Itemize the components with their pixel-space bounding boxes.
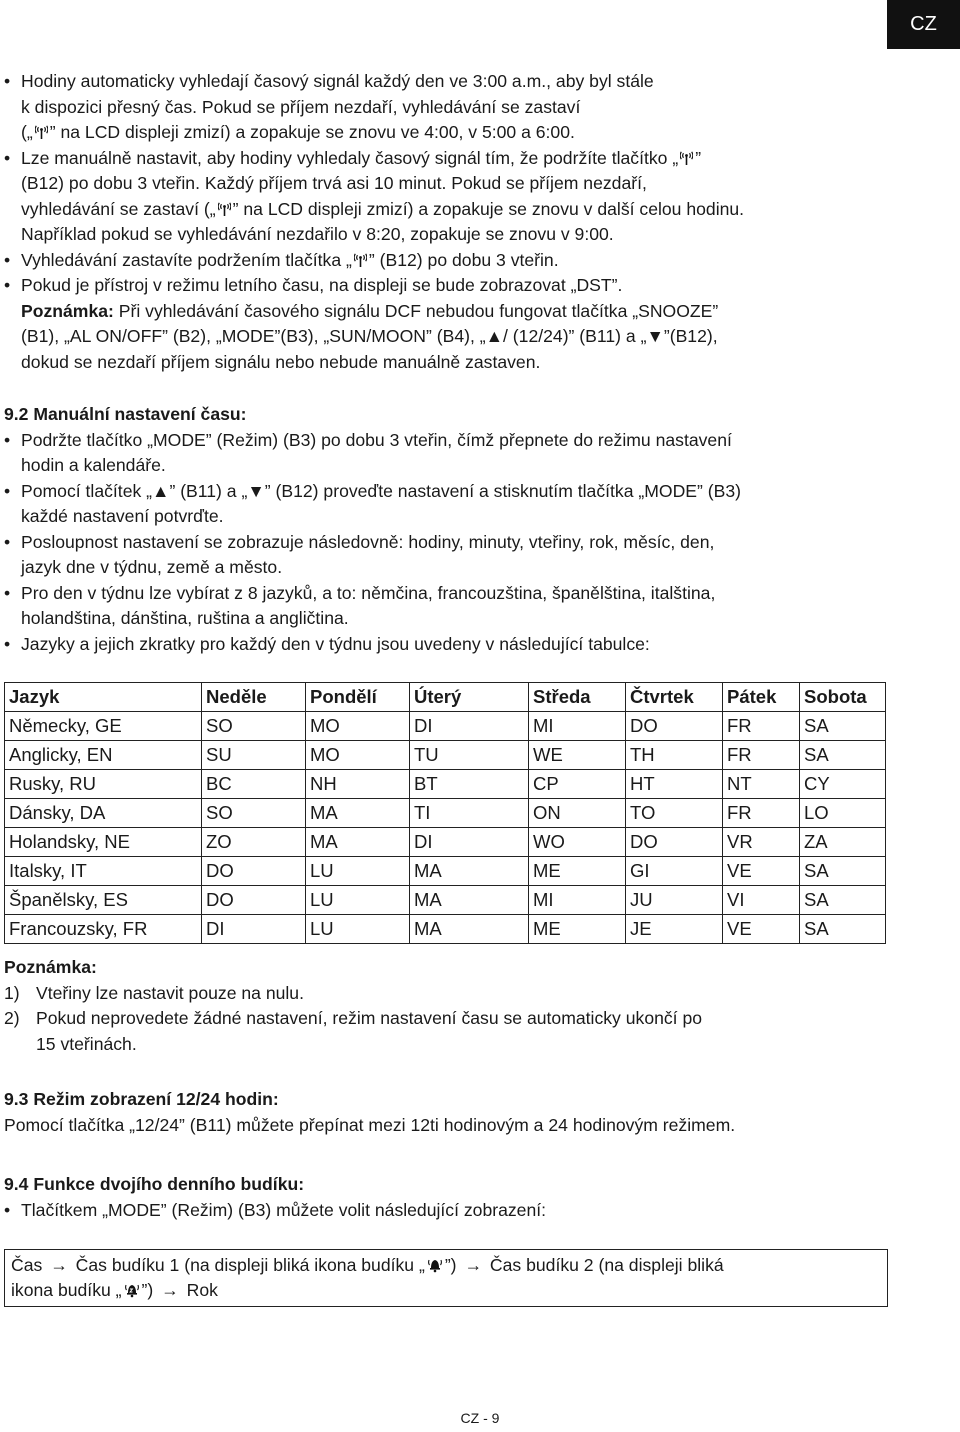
triangle-down-icon: ▼ — [646, 326, 664, 346]
table-header-cell: Sobota — [800, 683, 886, 712]
table-cell: JE — [626, 915, 723, 944]
triangle-down-icon: ▼ — [247, 480, 265, 501]
table-row — [5, 828, 886, 857]
table-cell: FR — [723, 741, 800, 770]
table-cell: NT — [723, 770, 800, 799]
list-item: • Pokud je přístroj v režimu letního času, na displeji se bude zobrazovat „DST”. — [0, 273, 960, 299]
table-header-cell: Pátek — [723, 683, 800, 712]
table-cell: ME — [529, 857, 626, 886]
antenna-icon — [218, 202, 231, 216]
antenna-icon — [35, 125, 48, 139]
language-badge: CZ — [887, 0, 960, 49]
table-cell: ON — [529, 799, 626, 828]
table-cell: ME — [529, 915, 626, 944]
table-cell: MI — [529, 712, 626, 741]
alarm-bell-icon — [124, 1281, 140, 1298]
table-cell: Anglicky, EN — [5, 741, 202, 770]
list-item: • Tlačítkem „MODE” (Režim) (B3) můžete volit následující zobrazení: — [0, 1198, 960, 1224]
antenna-icon — [354, 253, 367, 267]
antenna-icon — [680, 151, 693, 165]
section-9-3 — [0, 1087, 960, 1138]
intro-section — [0, 69, 960, 375]
table-row — [5, 799, 886, 828]
table-cell: SA — [800, 741, 886, 770]
right-arrow-icon: → — [161, 1280, 179, 1300]
table-row — [5, 712, 886, 741]
section-9-2 — [0, 402, 960, 657]
table-cell: Španělsky, ES — [5, 886, 202, 915]
list-item: • Pomocí tlačítek „▲” (B11) a „▼” (B12) proveďte nastavení a stisknutím tlačítka „MODE” (B3) každé nastavení potvrďte. — [0, 479, 960, 530]
list-item: • Posloupnost nastavení se zobrazuje následovně: hodiny, minuty, vteřiny, rok, měsíc, den, jazyk dne v týdnu, země a město. — [0, 530, 960, 581]
table-cell: SA — [800, 886, 886, 915]
table-row — [5, 886, 886, 915]
table-header-cell: Neděle — [202, 683, 306, 712]
table-cell: DI — [410, 712, 529, 741]
table-cell: MO — [306, 741, 410, 770]
table-cell: MI — [529, 886, 626, 915]
table-row — [5, 857, 886, 886]
list-item: • Vyhledávání zastavíte podržením tlačítka „ ” (B12) po dobu 3 vteřin. — [0, 248, 960, 274]
table-cell: SA — [800, 857, 886, 886]
weekday-language-table — [4, 682, 886, 944]
table-cell: Holandsky, NE — [5, 828, 202, 857]
table-cell: DO — [202, 857, 306, 886]
table-cell: GI — [626, 857, 723, 886]
table-cell: Francouzsky, FR — [5, 915, 202, 944]
table-cell: DI — [202, 915, 306, 944]
mode-sequence-box: Čas → Čas budíku 1 (na displeji bliká ikona budíku „ ”) → Čas budíku 2 (na displeji bliká ikona budíku „ ”) → Rok — [4, 1249, 888, 1307]
table-cell: MA — [410, 857, 529, 886]
table-cell: MA — [410, 915, 529, 944]
table-cell: FR — [723, 799, 800, 828]
list-item: 2) Pokud neprovedete žádné nastavení, režim nastavení času se automaticky ukončí po 15 vteřinách. — [4, 1008, 703, 1054]
table-cell: NH — [306, 770, 410, 799]
table-cell: VE — [723, 857, 800, 886]
table-header-cell: Středa — [529, 683, 626, 712]
table-cell: BT — [410, 770, 529, 799]
note-paragraph: Poznámka: Při vyhledávání časového signálu DCF nebudou fungovat tlačítka „SNOOZE” (B1), „AL ON/OFF” (B2), „MODE”(B3), „SUN/MOON” (B4), „▲/ (12/24)” (B11) a „▼”(B12), dokud se nezdaří příjem signálu nebo nebude manuálně zastaven. — [21, 300, 719, 372]
table-cell: MA — [306, 799, 410, 828]
right-arrow-icon: → — [50, 1255, 68, 1275]
list-item: • Podržte tlačítko „MODE” (Režim) (B3) po dobu 3 vteřin, čímž přepnete do režimu nastavení hodin a kalendáře. — [0, 428, 960, 479]
table-cell: Dánsky, DA — [5, 799, 202, 828]
notes-section — [0, 955, 960, 1057]
section-heading: 9.4 Funkce dvojího denního budíku: — [4, 1174, 305, 1194]
right-arrow-icon: → — [464, 1255, 483, 1275]
table-cell: BC — [202, 770, 306, 799]
section-9-4 — [0, 1172, 960, 1223]
table-cell: Německy, GE — [5, 712, 202, 741]
table-cell: DO — [202, 886, 306, 915]
page-number: CZ - 9 — [460, 1410, 500, 1426]
table-cell: TO — [626, 799, 723, 828]
table-cell: VI — [723, 886, 800, 915]
table-cell: LU — [306, 886, 410, 915]
table-cell: WO — [529, 828, 626, 857]
list-item: • Hodiny automaticky vyhledají časový signál každý den ve 3:00 a.m., aby byl stále k dispozici přesný čas. Pokud se příjem nezdaří, vyhledávání se zastaví („ ” na LCD displeji zmizí) a zopakuje se znovu ve 4:00, v 5:00 a 6:00. — [0, 69, 960, 146]
triangle-up-icon: ▲ — [485, 326, 504, 346]
table-cell: TI — [410, 799, 529, 828]
table-cell: DO — [626, 828, 723, 857]
table-header-cell: Pondělí — [306, 683, 410, 712]
table-cell: SO — [202, 712, 306, 741]
table-cell: LU — [306, 857, 410, 886]
table-cell: SA — [800, 915, 886, 944]
section-text: Pomocí tlačítka „12/24” (B11) můžete přepínat mezi 12ti hodinovým a 24 hodinovým režimem. — [4, 1114, 736, 1135]
table-cell: MO — [306, 712, 410, 741]
table-cell: DO — [626, 712, 723, 741]
table-cell: VR — [723, 828, 800, 857]
table-cell: SU — [202, 741, 306, 770]
table-cell: MA — [306, 828, 410, 857]
list-item: • Pro den v týdnu lze vybírat z 8 jazyků, a to: němčina, francouzština, španělština, italština, holandština, dánština, ruština a angličtina. — [0, 581, 960, 632]
notes-label: Poznámka: — [4, 957, 97, 977]
table-cell: SA — [800, 712, 886, 741]
table-cell: DI — [410, 828, 529, 857]
table-header-cell: Úterý — [410, 683, 529, 712]
table-cell: SO — [202, 799, 306, 828]
table-cell: ZA — [800, 828, 886, 857]
table-row — [5, 770, 886, 799]
table-cell: TH — [626, 741, 723, 770]
list-item: 1) Vteřiny lze nastavit pouze na nulu. — [4, 982, 304, 1003]
table-row — [5, 915, 886, 944]
table-cell: WE — [529, 741, 626, 770]
table-cell: CY — [800, 770, 886, 799]
table-cell: LO — [800, 799, 886, 828]
table-cell: Italsky, IT — [5, 857, 202, 886]
table-row — [5, 741, 886, 770]
alarm-bell-icon — [427, 1256, 443, 1273]
section-heading: 9.3 Režim zobrazení 12/24 hodin: — [4, 1089, 279, 1109]
table-cell: ZO — [202, 828, 306, 857]
table-header-cell: Čtvrtek — [626, 683, 723, 712]
table-cell: CP — [529, 770, 626, 799]
table-header-cell: Jazyk — [5, 683, 202, 712]
table-cell: JU — [626, 886, 723, 915]
table-header-row — [5, 683, 886, 712]
table-cell: TU — [410, 741, 529, 770]
table-cell: Rusky, RU — [5, 770, 202, 799]
table-cell: HT — [626, 770, 723, 799]
list-item: • Jazyky a jejich zkratky pro každý den v týdnu jsou uvedeny v následující tabulce: — [0, 632, 960, 658]
table-cell: LU — [306, 915, 410, 944]
table-cell: VE — [723, 915, 800, 944]
table-cell: FR — [723, 712, 800, 741]
triangle-up-icon: ▲ — [152, 480, 170, 501]
list-item: • Lze manuálně nastavit, aby hodiny vyhledaly časový signál tím, že podržíte tlačítko „ ” (B12) po dobu 3 vteřin. Každý příjem trvá asi 10 minut. Pokud se příjem nezdaří, vyhledávání se zastaví („ ” na LCD displeji zmizí) a zopakuje se znovu v další celou hodinu. Například pokud se vyhledávání nezdařilo v 8:20, zopakuje se znovu v 9:00. — [0, 146, 960, 248]
table-cell: MA — [410, 886, 529, 915]
section-heading: 9.2 Manuální nastavení času: — [4, 404, 247, 424]
